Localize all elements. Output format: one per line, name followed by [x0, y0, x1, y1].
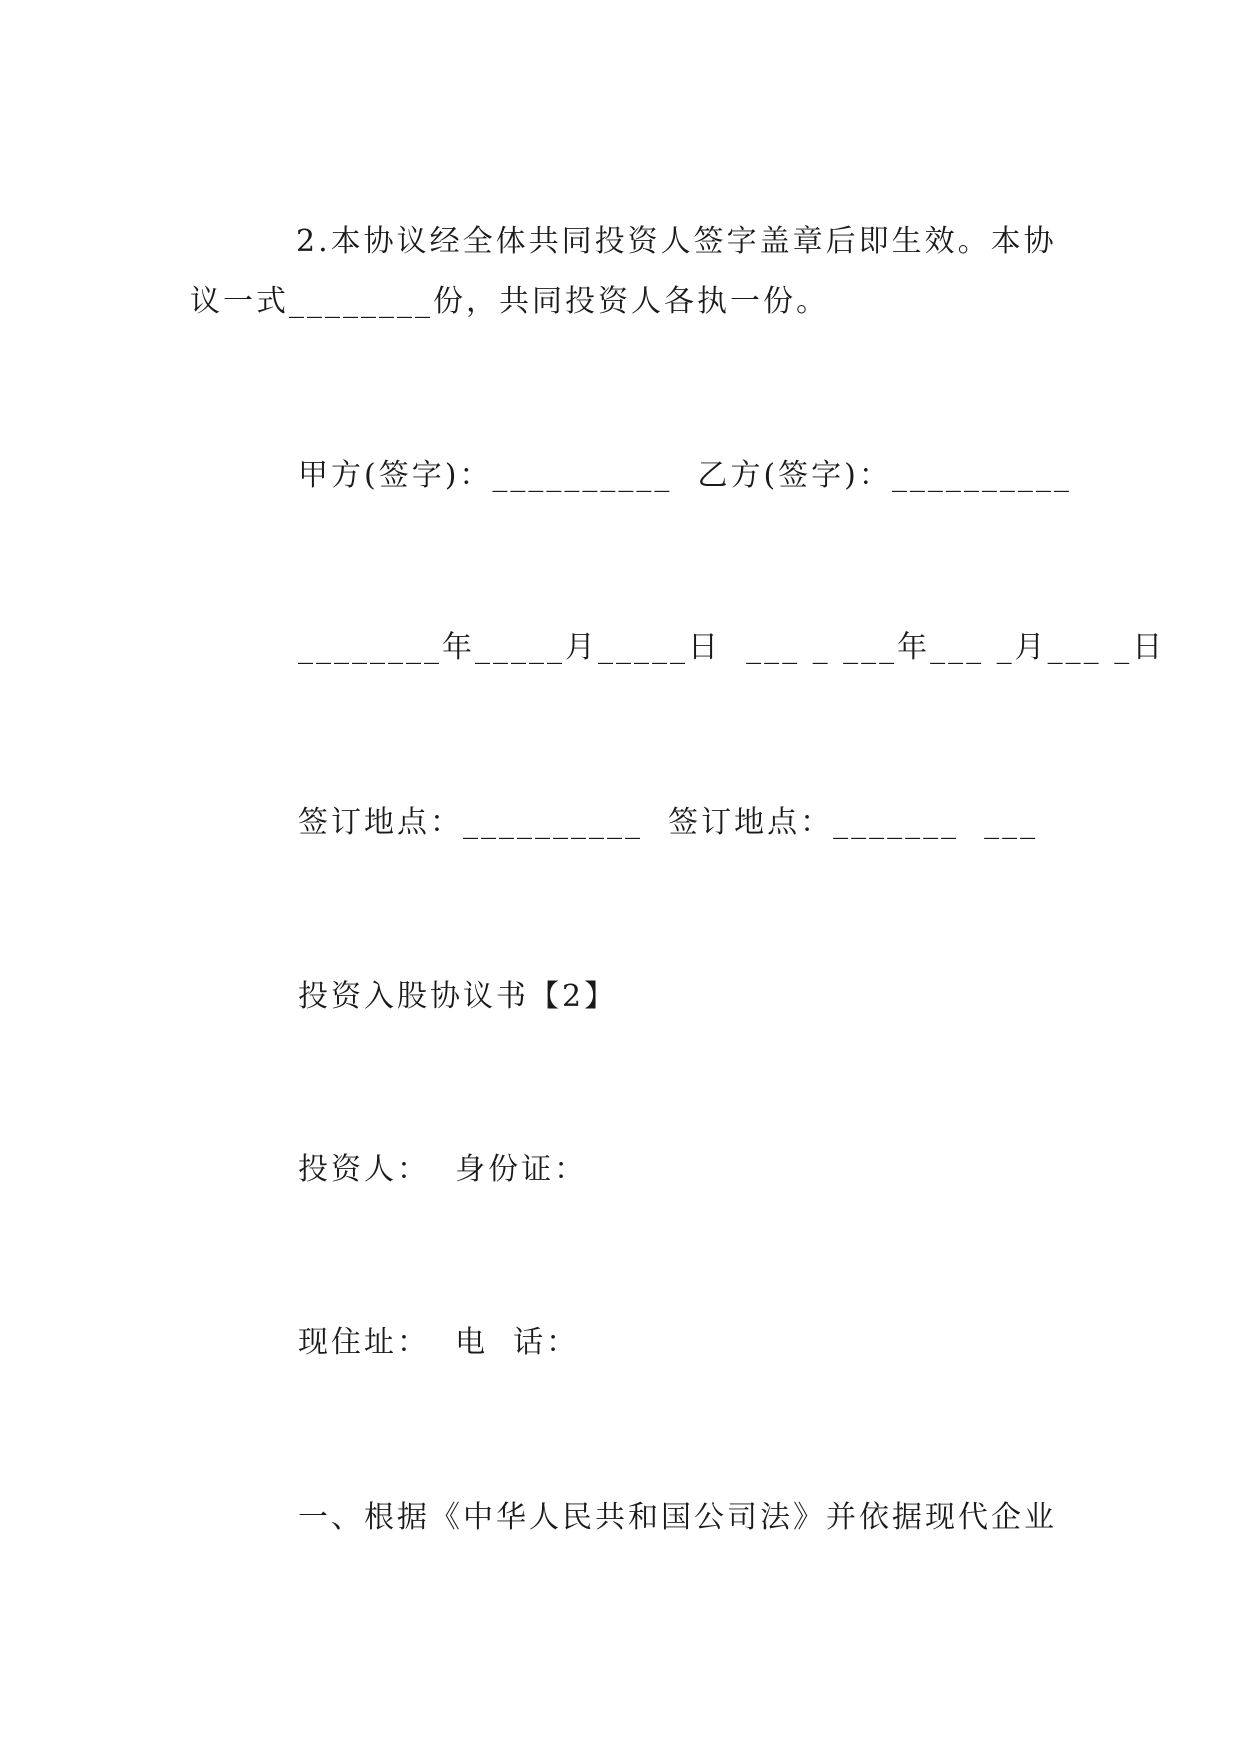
- clause-2-line-2: 议一式________份，共同投资人各执一份。: [190, 284, 829, 319]
- article-1-line: 一、根据《中华人民共和国公司法》并依据现代企业: [298, 1500, 1057, 1535]
- clause-2-line-1: 2.本协议经全体共同投资人签字盖章后即生效。本协: [296, 224, 1057, 259]
- address-phone-line: 现住址： 电 话：: [298, 1325, 580, 1360]
- date-line: ________年_____月_____日 ___ _ ___年___ _月___ _日: [298, 630, 1166, 665]
- signing-place-line: 签订地点：__________ 签订地点：_______ ___: [298, 805, 1039, 840]
- investor-id-line: 投资人： 身份证：: [298, 1152, 588, 1187]
- signature-line: 甲方(签字)：__________ 乙方(签字)：__________: [298, 458, 1072, 493]
- section-title: 投资入股协议书【2】: [298, 979, 618, 1014]
